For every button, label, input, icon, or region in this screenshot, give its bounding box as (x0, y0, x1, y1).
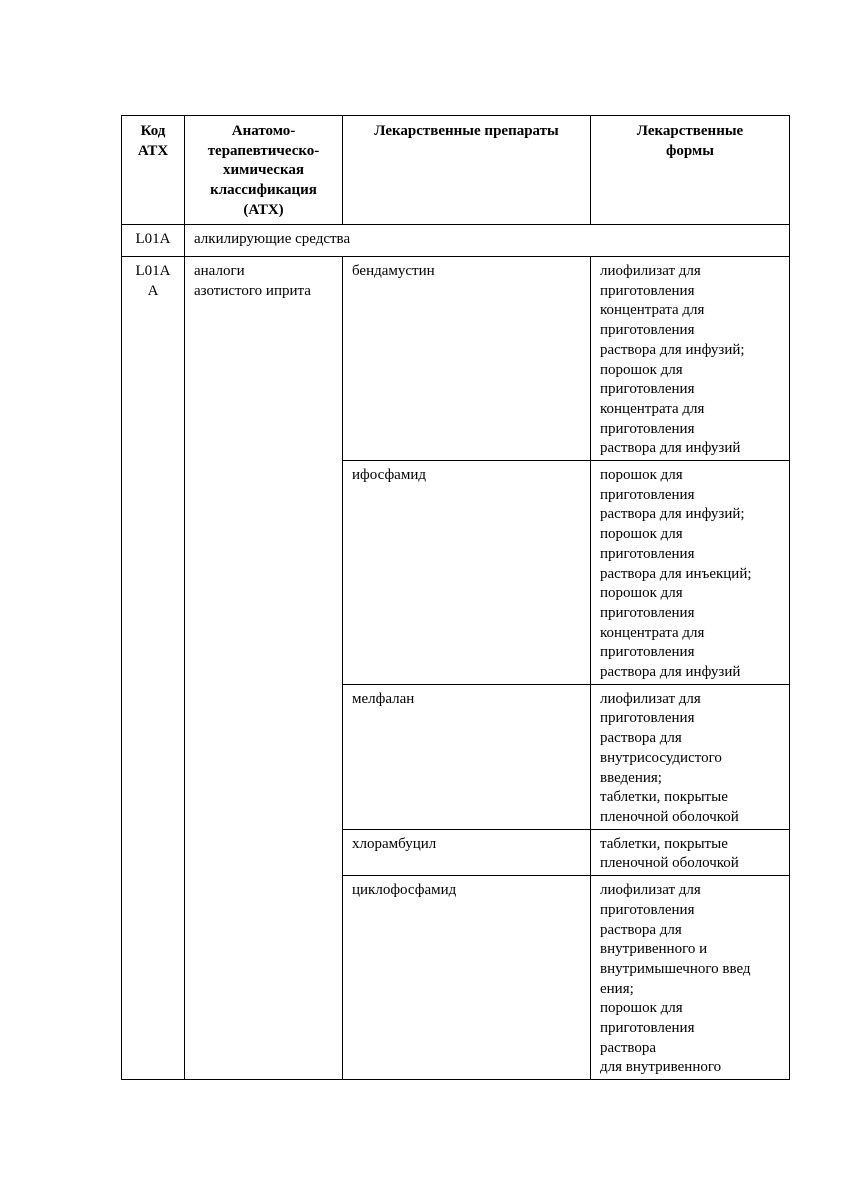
group-name: алкилирующие средства (185, 225, 790, 257)
group-code: L01A (122, 225, 185, 257)
atx-table (121, 115, 790, 1080)
drug-name: мелфалан (343, 684, 591, 829)
subgroup-code: L01A A (122, 257, 185, 1080)
drug-name: бендамустин (343, 257, 591, 461)
table-header-row (122, 116, 790, 225)
drug-forms: лиофилизат для приготовления раствора для внутривенного и внутримышечного введ ения; порошок для приготовления раствора для внутривенного (591, 876, 790, 1080)
drug-name: хлорамбуцил (343, 829, 591, 875)
table-row (122, 257, 790, 461)
drug-forms: таблетки, покрытые пленочной оболочкой (591, 829, 790, 875)
header-code: Код АТХ (122, 116, 185, 225)
drug-name: циклофосфамид (343, 876, 591, 1080)
header-forms: Лекарственные формы (591, 116, 790, 225)
subgroup-name: аналоги азотистого иприта (185, 257, 343, 1080)
header-classification: Анатомо- терапевтическо- химическая классификация (АТХ) (185, 116, 343, 225)
drug-name: ифосфамид (343, 461, 591, 685)
drug-forms: порошок для приготовления раствора для инфузий; порошок для приготовления раствора для инъекций; порошок для приготовления концентрата для приготовления раствора для инфузий (591, 461, 790, 685)
group-row (122, 225, 790, 257)
drug-forms: лиофилизат для приготовления концентрата для приготовления раствора для инфузий; порошок для приготовления концентрата для приготовления раствора для инфузий (591, 257, 790, 461)
drug-forms: лиофилизат для приготовления раствора для внутрисосудистого введения; таблетки, покрытые пленочной оболочкой (591, 684, 790, 829)
header-drugs: Лекарственные препараты (343, 116, 591, 225)
